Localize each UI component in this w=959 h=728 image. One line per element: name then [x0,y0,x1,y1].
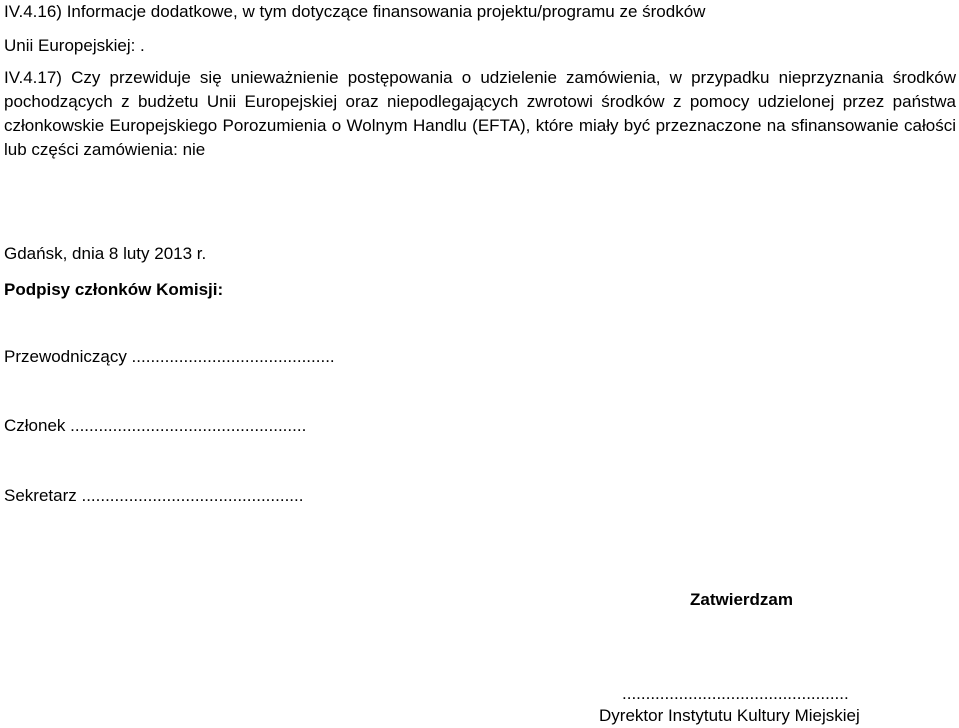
director-title: Dyrektor Instytutu Kultury Miejskiej [599,706,860,725]
section-16-line-1: IV.4.16) Informacje dodatkowe, w tym dotyczące finansowania projektu/programu ze środków [4,2,706,21]
section-17-paragraph: IV.4.17) Czy przewiduje się unieważnienie postępowania o udzielenie zamówienia, w przypadku nieprzyznania środków pochodzących z budżetu Unii Europejskiej oraz niepodlegających zwrotowi środków z pomocy udzielonej przez państwa członkowskie Europejskiego Porozumienia o Wolnym Handlu (EFTA), które miały być przeznaczone na sfinansowanie całości lub części zamówienia: nie [4,68,956,159]
chair-signature-line: Przewodniczący ........................................... [4,347,335,366]
approval-heading: Zatwierdzam [690,590,793,609]
director-signature-dots: ................................................ [622,684,849,703]
secretary-signature-line: Sekretarz ............................................... [4,486,304,505]
member-signature-line: Członek .................................................. [4,416,307,435]
signatures-heading: Podpisy członków Komisji: [4,280,224,299]
section-16-line-2: Unii Europejskiej: . [4,36,145,55]
place-date: Gdańsk, dnia 8 luty 2013 r. [4,244,207,263]
